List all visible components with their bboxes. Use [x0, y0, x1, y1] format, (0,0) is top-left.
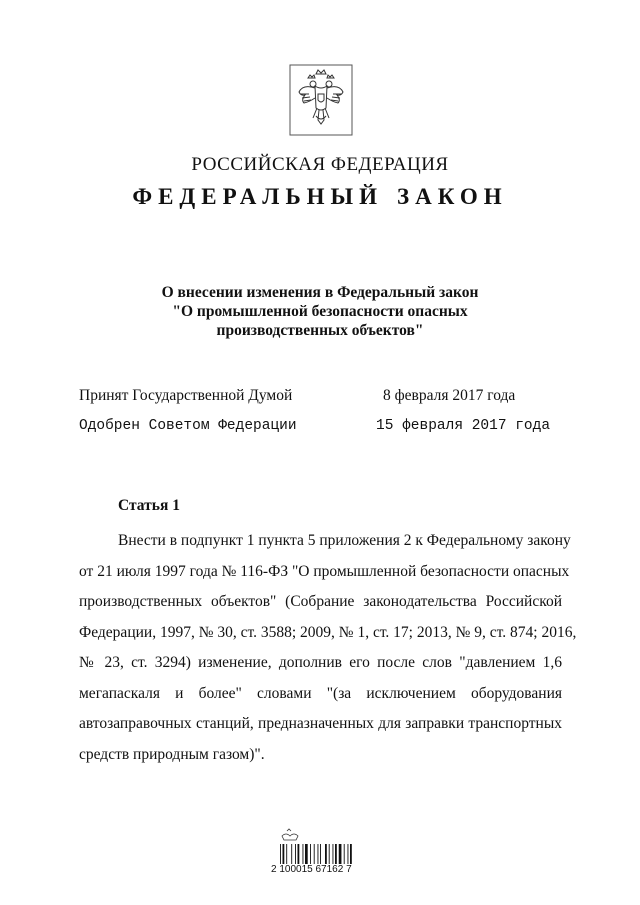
barcode-bar	[310, 844, 311, 864]
barcode-bar	[298, 844, 300, 864]
barcode-bar	[344, 844, 345, 864]
article-heading: Статья 1	[118, 497, 180, 514]
barcode-bar	[339, 844, 342, 864]
article-line: от 21 июля 1997 года № 116-ФЗ "О промышленной безопасности опасных	[79, 562, 570, 580]
approved-date: 15 февраля 2017 года	[376, 418, 551, 434]
article-line: мегапаскаля и более" словами "(за исключением оборудования	[79, 684, 562, 702]
barcode-bar	[303, 844, 304, 864]
law-title-line: "О промышленной безопасности опасных	[172, 303, 468, 320]
barcode-bar	[286, 844, 287, 864]
barcode-bar	[348, 844, 349, 864]
adopted-date: 8 февраля 2017 года	[383, 387, 516, 404]
document-type	[0, 184, 640, 210]
adopted-by-duma: Принят Государственной Думой	[79, 387, 293, 404]
country-name: РОССИЙСКАЯ ФЕДЕРАЦИЯ	[191, 154, 449, 175]
barcode-bar	[295, 844, 296, 864]
barcode-bar	[280, 844, 281, 864]
barcode-bar	[314, 844, 315, 864]
article-line: производственных объектов" (Собрание законодательства Российской	[79, 593, 562, 610]
small-emblem-icon	[282, 829, 298, 840]
article-line: Федерации, 1997, № 30, ст. 3588; 2009, № 1, ст. 17; 2013, № 9, ст. 874; 2016,	[79, 623, 577, 641]
article-line: № 23, ст. 3294) изменение, дополнив его после слов "давлением 1,6	[79, 654, 562, 671]
barcode-bar	[329, 844, 330, 864]
barcode-number: 2 100015 67162 7	[271, 864, 352, 875]
document-type-word2: ЗАКОН	[397, 184, 508, 209]
article-line: Внести в подпункт 1 пункта 5 приложения 2 к Федеральному закону	[118, 532, 571, 549]
barcode-bar	[325, 844, 327, 864]
law-title-line: производственных объектов"	[216, 322, 424, 339]
document-type-word1: ФЕДЕРАЛЬНЫЙ	[132, 184, 384, 209]
barcode-bar	[350, 844, 352, 864]
barcode-bar	[333, 844, 334, 864]
law-title	[0, 283, 640, 340]
barcode-bar	[320, 844, 321, 864]
barcode-bar	[283, 844, 285, 864]
barcode-bar	[335, 844, 337, 864]
barcode-bar	[291, 844, 292, 864]
article-line: автозаправочных станций, предназначенных для заправки транспортных	[79, 715, 562, 732]
barcode-bar	[318, 844, 319, 864]
article-line: средств природным газом)".	[79, 745, 265, 763]
barcode-bar	[305, 844, 308, 864]
article-body	[79, 526, 577, 770]
approved-by-federation-council: Одобрен Советом Федерации	[79, 418, 297, 434]
law-title-line: О внесении изменения в Федеральный закон	[161, 284, 479, 301]
coat-of-arms-icon	[289, 64, 353, 136]
